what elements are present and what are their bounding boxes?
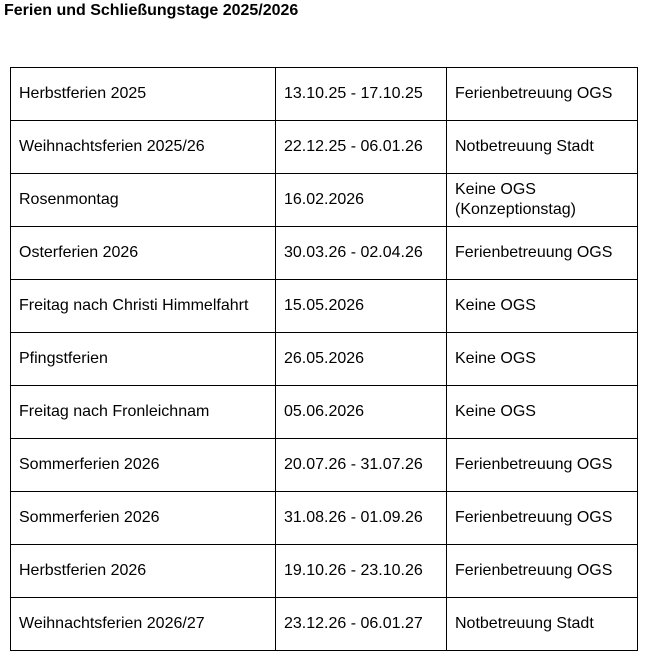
period-cell: Sommerferien 2026 (11, 492, 276, 545)
dates-cell: 26.05.2026 (276, 333, 447, 386)
note-cell: Ferienbetreuung OGS (447, 439, 638, 492)
dates-cell: 31.08.26 - 01.09.26 (276, 492, 447, 545)
period-cell: Herbstferien 2025 (11, 68, 276, 121)
dates-cell: 22.12.25 - 06.01.26 (276, 121, 447, 174)
period-cell: Freitag nach Christi Himmelfahrt (11, 280, 276, 333)
note-cell: Ferienbetreuung OGS (447, 227, 638, 280)
dates-cell: 15.05.2026 (276, 280, 447, 333)
dates-cell: 16.02.2026 (276, 174, 447, 227)
table-row (11, 439, 638, 492)
note-cell: Keine OGS (447, 386, 638, 439)
page-title: Ferien und Schließungstage 2025/2026 (4, 2, 299, 19)
table-row (11, 174, 638, 227)
holiday-table (10, 67, 638, 651)
note-cell: Ferienbetreuung OGS (447, 492, 638, 545)
period-cell: Freitag nach Fronleichnam (11, 386, 276, 439)
note-cell: Keine OGS (447, 280, 638, 333)
dates-cell: 23.12.26 - 06.01.27 (276, 598, 447, 651)
note-cell: Notbetreuung Stadt (447, 598, 638, 651)
table-row (11, 545, 638, 598)
period-cell: Herbstferien 2026 (11, 545, 276, 598)
period-cell: Rosenmontag (11, 174, 276, 227)
dates-cell: 19.10.26 - 23.10.26 (276, 545, 447, 598)
period-cell: Weihnachtsferien 2025/26 (11, 121, 276, 174)
table-row (11, 227, 638, 280)
period-cell: Osterferien 2026 (11, 227, 276, 280)
dates-cell: 30.03.26 - 02.04.26 (276, 227, 447, 280)
dates-cell: 20.07.26 - 31.07.26 (276, 439, 447, 492)
table-row (11, 386, 638, 439)
period-cell: Pfingstferien (11, 333, 276, 386)
dates-cell: 13.10.25 - 17.10.25 (276, 68, 447, 121)
dates-cell: 05.06.2026 (276, 386, 447, 439)
note-cell: Keine OGS (Konzeptionstag) (447, 174, 638, 227)
table-row (11, 68, 638, 121)
table-row (11, 280, 638, 333)
note-cell: Keine OGS (447, 333, 638, 386)
period-cell: Sommerferien 2026 (11, 439, 276, 492)
note-cell: Ferienbetreuung OGS (447, 68, 638, 121)
table-row (11, 333, 638, 386)
note-cell: Notbetreuung Stadt (447, 121, 638, 174)
note-cell: Ferienbetreuung OGS (447, 545, 638, 598)
table-row (11, 121, 638, 174)
table-row (11, 492, 638, 545)
table-row (11, 598, 638, 651)
period-cell: Weihnachtsferien 2026/27 (11, 598, 276, 651)
